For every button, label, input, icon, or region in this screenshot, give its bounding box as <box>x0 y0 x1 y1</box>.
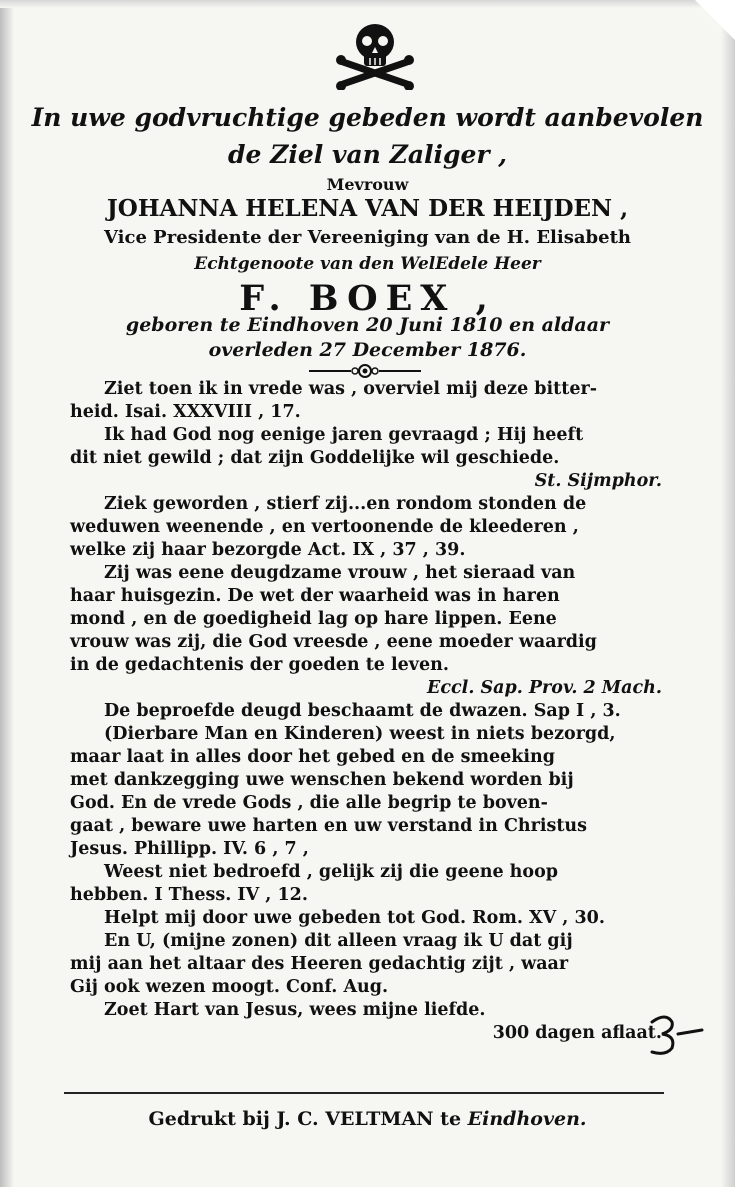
text-line: Ziek geworden , stierf zij...en rondom stonden de <box>104 494 587 514</box>
text-line: 300 dagen aflaat. <box>492 1023 662 1043</box>
card-top-edge <box>0 0 735 8</box>
ornamental-divider-icon <box>305 364 425 378</box>
text-line: Zoet Hart van Jesus, wees mijne liefde. <box>104 1000 486 1020</box>
text-line: Helpt mij door uwe gebeden tot God. Rom. XV , 30. <box>104 908 605 928</box>
footer-rule <box>64 1092 664 1094</box>
death-line: overleden 27 December 1876. <box>208 339 527 361</box>
text-line: Ziet toen ik in vrede was , overviel mij deze bitter- <box>104 379 597 399</box>
text-line: in de gedachtenis der goeden te leven. <box>70 655 449 675</box>
text-line: St. Sijmphor. <box>534 471 662 491</box>
text-line: En U, (mijne zonen) dit alleen vraag ik U dat gij <box>104 931 573 951</box>
text-line: Weest niet bedroefd , gelijk zij die geene hoop <box>104 862 558 882</box>
text-line: God. En de vrede Gods , die alle begrip te boven- <box>70 793 548 813</box>
text-line: weduwen weenende , en vertoonende de kleederen , <box>70 517 579 537</box>
text-line: De beproefde deugd beschaamt de dwazen. Sap I , 3. <box>104 701 621 721</box>
spouse-name: F. BOEX , <box>239 278 496 319</box>
skull-and-crossbones-icon <box>335 20 415 90</box>
deceased-name: JOHANNA HELENA VAN DER HEIJDEN , <box>106 195 629 222</box>
handwritten-mark <box>646 1010 706 1060</box>
text-line: Eccl. Sap. Prov. 2 Mach. <box>427 678 662 698</box>
text-line: mond , en de goedigheid lag op hare lippen. Eene <box>70 609 557 629</box>
printer-prefix: Gedrukt bij J. C. VELTMAN te <box>148 1108 462 1130</box>
invocation-line-1: In uwe godvruchtige gebeden wordt aanbevolen <box>31 103 704 132</box>
text-line: hebben. I Thess. IV , 12. <box>70 885 308 905</box>
text-line: Zij was eene deugdzame vrouw , het sieraad van <box>104 563 576 583</box>
text-line: mij aan het altaar des Heeren gedachtig zijt , waar <box>70 954 569 974</box>
scripture-text-block <box>70 378 662 1045</box>
text-line: (Dierbare Man en Kinderen) weest in niets bezorgd, <box>104 724 616 744</box>
birth-line: geboren te Eindhoven 20 Juni 1810 en aldaar <box>125 314 610 336</box>
text-line: vrouw was zij, die God vreesde , eene moeder waardig <box>70 632 597 652</box>
deceased-role: Vice Presidente der Vereeniging van de H. Elisabeth <box>104 227 631 248</box>
text-line: dit niet gewild ; dat zijn Goddelijke wil geschiede. <box>70 448 560 468</box>
printer-line <box>0 1108 735 1130</box>
text-line: haar huisgezin. De wet der waarheid was in haren <box>70 586 560 606</box>
text-line: heid. Isai. XXXVIII , 17. <box>70 402 301 422</box>
text-line: maar laat in alles door het gebed en de smeeking <box>70 747 555 767</box>
text-line: Jesus. Phillipp. IV. 6 , 7 , <box>70 839 309 859</box>
printer-city: Eindhoven. <box>467 1108 587 1130</box>
invocation-line-2: de Ziel van Zaliger , <box>228 140 507 169</box>
text-line: Ik had God nog eenige jaren gevraagd ; Hij heeft <box>104 425 584 445</box>
text-line: welke zij haar bezorgde Act. IX , 37 , 39. <box>70 540 466 560</box>
text-line: met dankzegging uwe wenschen bekend worden bij <box>70 770 574 790</box>
title-word: Mevrouw <box>326 175 409 194</box>
text-line: gaat , beware uwe harten en uw verstand in Christus <box>70 816 588 836</box>
text-line: Gij ook wezen moogt. Conf. Aug. <box>70 977 389 997</box>
spouse-line: Echtgenoote van den WelEdele Heer <box>194 254 541 274</box>
torn-corner <box>695 0 735 40</box>
